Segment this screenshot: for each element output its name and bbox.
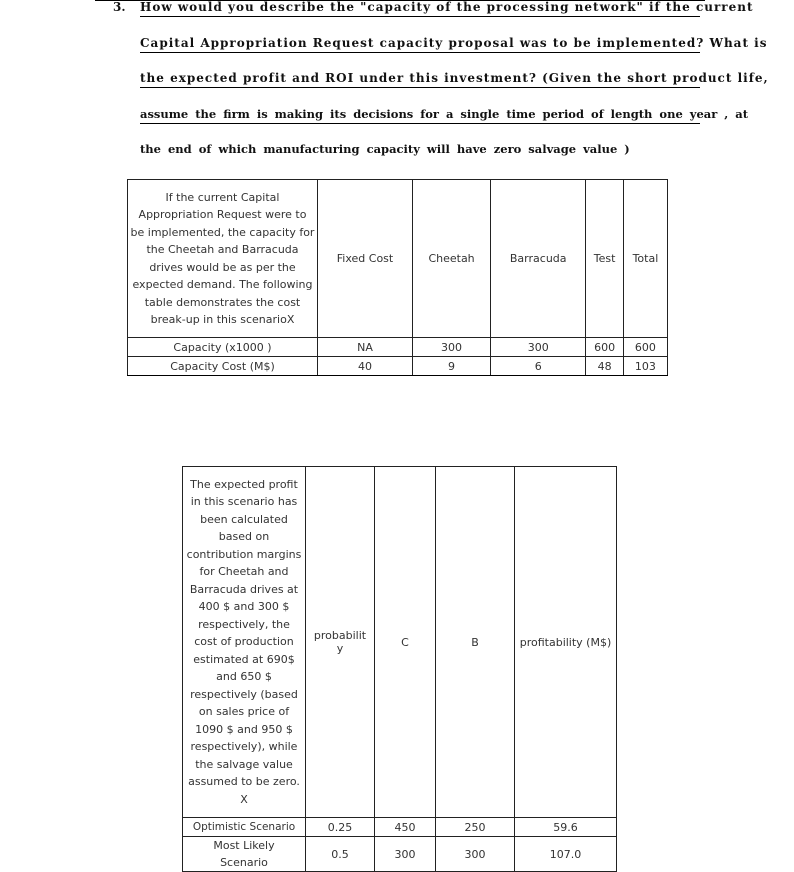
row-label: Capacity Cost (M$): [128, 357, 318, 376]
table2-header-b: B: [436, 467, 515, 818]
table-cell: 6: [491, 357, 586, 376]
profitability-table: [182, 466, 617, 872]
table1-header-total: Total: [623, 180, 667, 338]
question-line-2: Capital Appropriation Request capacity proposal was to be implemented? What is: [140, 36, 700, 53]
table2-description: The expected profit in this scenario has been calculated based on contribution margins for Cheetah and Barracuda drives at 400 $ and 300 $ respectively, the cost of production estimated at 690$ and 650 $ respectively (based on sales price of 1090 $ and 950 $ respectively), while the salvage value assumed to be zero. X: [183, 467, 306, 818]
table1-header-fixed-cost: Fixed Cost: [318, 180, 413, 338]
table-cell: 0.25: [306, 818, 375, 837]
table1-description: If the current Capital Appropriation Request were to be implemented, the capacity for the Cheetah and Barracuda drives would be as per the expected demand. The following table demonstrates the cost break-up in this scenarioX: [128, 180, 318, 338]
question-line-3: the expected profit and ROI under this investment? (Given the short product life,: [140, 71, 700, 88]
table-cell: 450: [375, 818, 436, 837]
table-cell: 600: [586, 338, 623, 357]
row-label: Optimistic Scenario: [183, 818, 306, 837]
question-line-1: How would you describe the "capacity of the processing network" if the current: [140, 0, 700, 17]
table-row: [128, 357, 668, 376]
table-cell: 600: [623, 338, 667, 357]
table-row: [128, 338, 668, 357]
table-cell: 48: [586, 357, 623, 376]
table-cell: 103: [623, 357, 667, 376]
table-cell: 40: [318, 357, 413, 376]
table-cell: 59.6: [515, 818, 617, 837]
table-cell: 107.0: [515, 837, 617, 872]
question-line-4: assume the firm is making its decisions for a single time period of length one year , at: [140, 107, 700, 124]
table-cell: 300: [436, 837, 515, 872]
table2-header-probability: probabilit y: [306, 467, 375, 818]
table-cell: 0.5: [306, 837, 375, 872]
table-cell: 250: [436, 818, 515, 837]
table-cell: 9: [413, 357, 491, 376]
table-cell: 300: [413, 338, 491, 357]
question-line-5: the end of which manufacturing capacity will have zero salvage value ): [140, 142, 630, 156]
table2-header-c: C: [375, 467, 436, 818]
table1-header-cheetah: Cheetah: [413, 180, 491, 338]
table-row: [183, 837, 617, 872]
question-number: 3.: [113, 0, 126, 14]
table-row: [183, 818, 617, 837]
table-cell: 300: [375, 837, 436, 872]
table2-header-profitability: profitability (M$): [515, 467, 617, 818]
table1-header-test: Test: [586, 180, 623, 338]
table1-header-barracuda: Barracuda: [491, 180, 586, 338]
table-cell: NA: [318, 338, 413, 357]
row-label: Capacity (x1000 ): [128, 338, 318, 357]
capacity-cost-table: [127, 179, 668, 376]
row-label: Most Likely Scenario: [183, 837, 306, 872]
table-cell: 300: [491, 338, 586, 357]
